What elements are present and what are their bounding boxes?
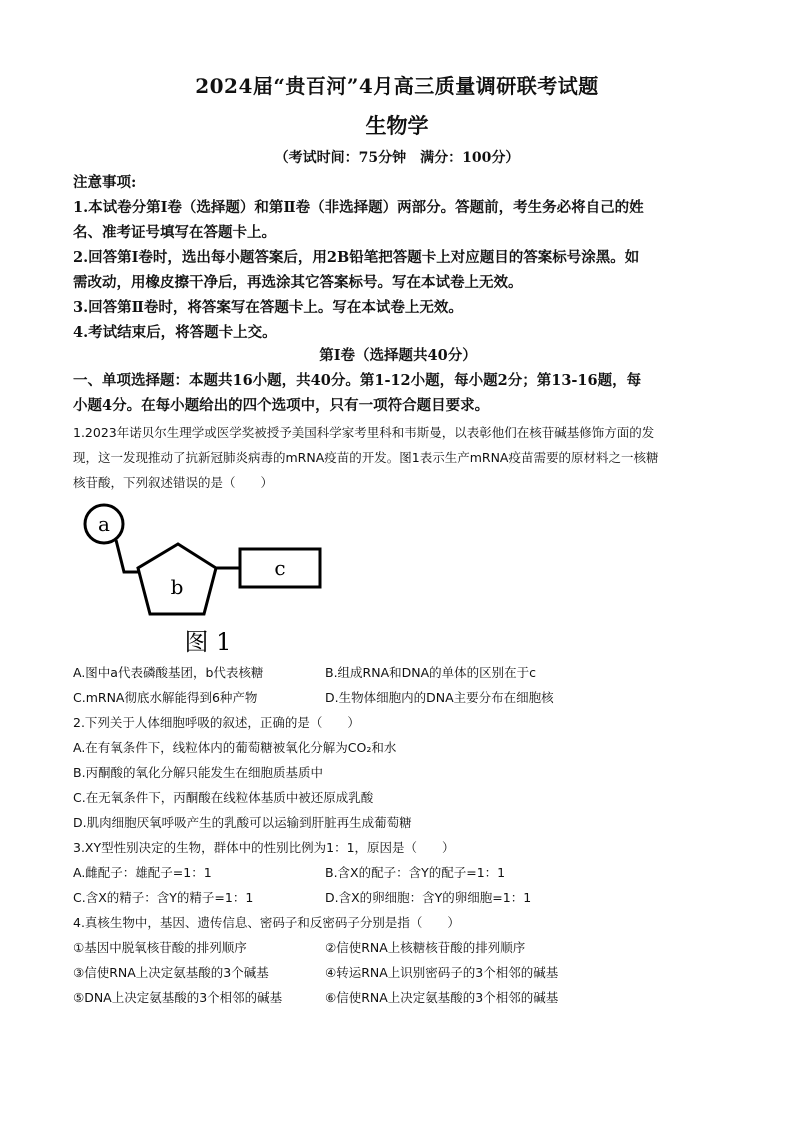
question-4 [73, 910, 723, 1010]
label-b: b [170, 575, 184, 599]
notice-line: 名、准考证号填写在答题卡上。 [73, 224, 276, 241]
notice-block [73, 170, 723, 345]
notice-line: 2.回答第Ⅰ卷时，选出每小题答案后，用2B铅笔把答题卡上对应题目的答案标号涂黑。如 [73, 249, 640, 266]
option-b: B.丙酮酸的氧化分解只能发生在细胞质基质中 [73, 765, 324, 780]
notice-line: 需改动，用橡皮擦干净后，再选涂其它答案标号。写在本试卷上无效。 [73, 274, 523, 291]
option-c: C.mRNA彻底水解能得到6种产物 [73, 690, 258, 705]
option-c: C.在无氧条件下，丙酮酸在线粒体基质中被还原成乳酸 [73, 790, 374, 805]
option-row [73, 885, 723, 910]
notice-line: 1.本试卷分第Ⅰ卷（选择题）和第Ⅱ卷（非选择题）两部分。答题前，考生务必将自己的姓 [73, 199, 644, 216]
option-row [73, 685, 723, 710]
question-1-stem [73, 420, 723, 495]
question-3-stem: 3.XY型性别决定的生物，群体中的性别比例为1：1，原因是（ ） [73, 840, 455, 855]
label-c: c [274, 556, 286, 580]
question-2 [73, 710, 723, 835]
option-row [73, 860, 723, 885]
question-2-stem: 2.下列关于人体细胞呼吸的叙述，正确的是（ ） [73, 715, 360, 730]
option-a: A.在有氧条件下，线粒体内的葡萄糖被氧化分解为CO₂和水 [73, 740, 397, 755]
section1-intro-line: 一、单项选择题：本题共16小题，共40分。第1-12小题，每小题2分；第13-16题，每 [73, 372, 642, 389]
notice-heading: 注意事项: [73, 174, 137, 191]
option-4: ④转运RNA上识别密码子的3个相邻的碱基 [325, 965, 559, 980]
option-row [73, 935, 723, 960]
option-b: B.组成RNA和DNA的单体的区别在于c [325, 665, 537, 680]
option-row [73, 960, 723, 985]
option-3: ③信使RNA上决定氨基酸的3个碱基 [73, 965, 269, 980]
option-d: D.生物体细胞内的DNA主要分布在细胞核 [325, 690, 554, 705]
exam-title: 2024届“贵百河”4月高三质量调研联考试题 [195, 74, 599, 98]
question-1-options [73, 660, 723, 710]
stem-line: 现，这一发现推动了抗新冠肺炎病毒的mRNA疫苗的开发。图1表示生产mRNA疫苗需要的原材料之一核糖 [73, 450, 659, 465]
section1-block [73, 343, 723, 418]
label-a: a [98, 512, 110, 536]
option-c: C.含X的精子：含Y的精子=1：1 [73, 890, 254, 905]
option-d: D.肌肉细胞厌氧呼吸产生的乳酸可以运输到肝脏再生成葡萄糖 [73, 815, 412, 830]
option-row [73, 985, 723, 1010]
notice-line: 4.考试结束后，将答题卡上交。 [73, 324, 277, 341]
figure-caption: 图 1 [184, 628, 232, 656]
option-a: A.图中a代表磷酸基团，b代表核糖 [73, 665, 264, 680]
stem-line: 1.2023年诺贝尔生理学或医学奖被授予美国科学家考里科和韦斯曼，以表彰他们在核苷碱基修饰方面的发 [73, 425, 655, 440]
option-1: ①基因中脱氧核苷酸的排列顺序 [73, 940, 247, 955]
option-2: ②信使RNA上核糖核苷酸的排列顺序 [325, 940, 526, 955]
question-3 [73, 835, 723, 910]
option-d: D.含X的卵细胞：含Y的卵细胞=1：1 [325, 890, 532, 905]
subject-title: 生物学 [365, 113, 429, 138]
nucleotide-figure [78, 500, 338, 660]
option-row [73, 660, 723, 685]
section1-title: 第Ⅰ卷（选择题共40分） [319, 347, 477, 364]
section1-intro-line: 小题4分。在每小题给出的四个选项中，只有一项符合题目要求。 [73, 397, 490, 414]
question-4-stem: 4.真核生物中，基因、遗传信息、密码子和反密码子分别是指（ ） [73, 915, 460, 930]
notice-line: 3.回答第Ⅱ卷时，将答案写在答题卡上。写在本试卷上无效。 [73, 299, 463, 316]
option-6: ⑥信使RNA上决定氨基酸的3个相邻的碱基 [325, 990, 559, 1005]
exam-info: （考试时间：75分钟 满分：100分） [274, 150, 520, 166]
stem-line: 核苷酸，下列叙述错误的是（ ） [73, 475, 274, 490]
option-a: A.雌配子：雄配子=1：1 [73, 865, 212, 880]
option-b: B.含X的配子：含Y的配子=1：1 [325, 865, 506, 880]
option-5: ⑤DNA上决定氨基酸的3个相邻的碱基 [73, 990, 283, 1005]
